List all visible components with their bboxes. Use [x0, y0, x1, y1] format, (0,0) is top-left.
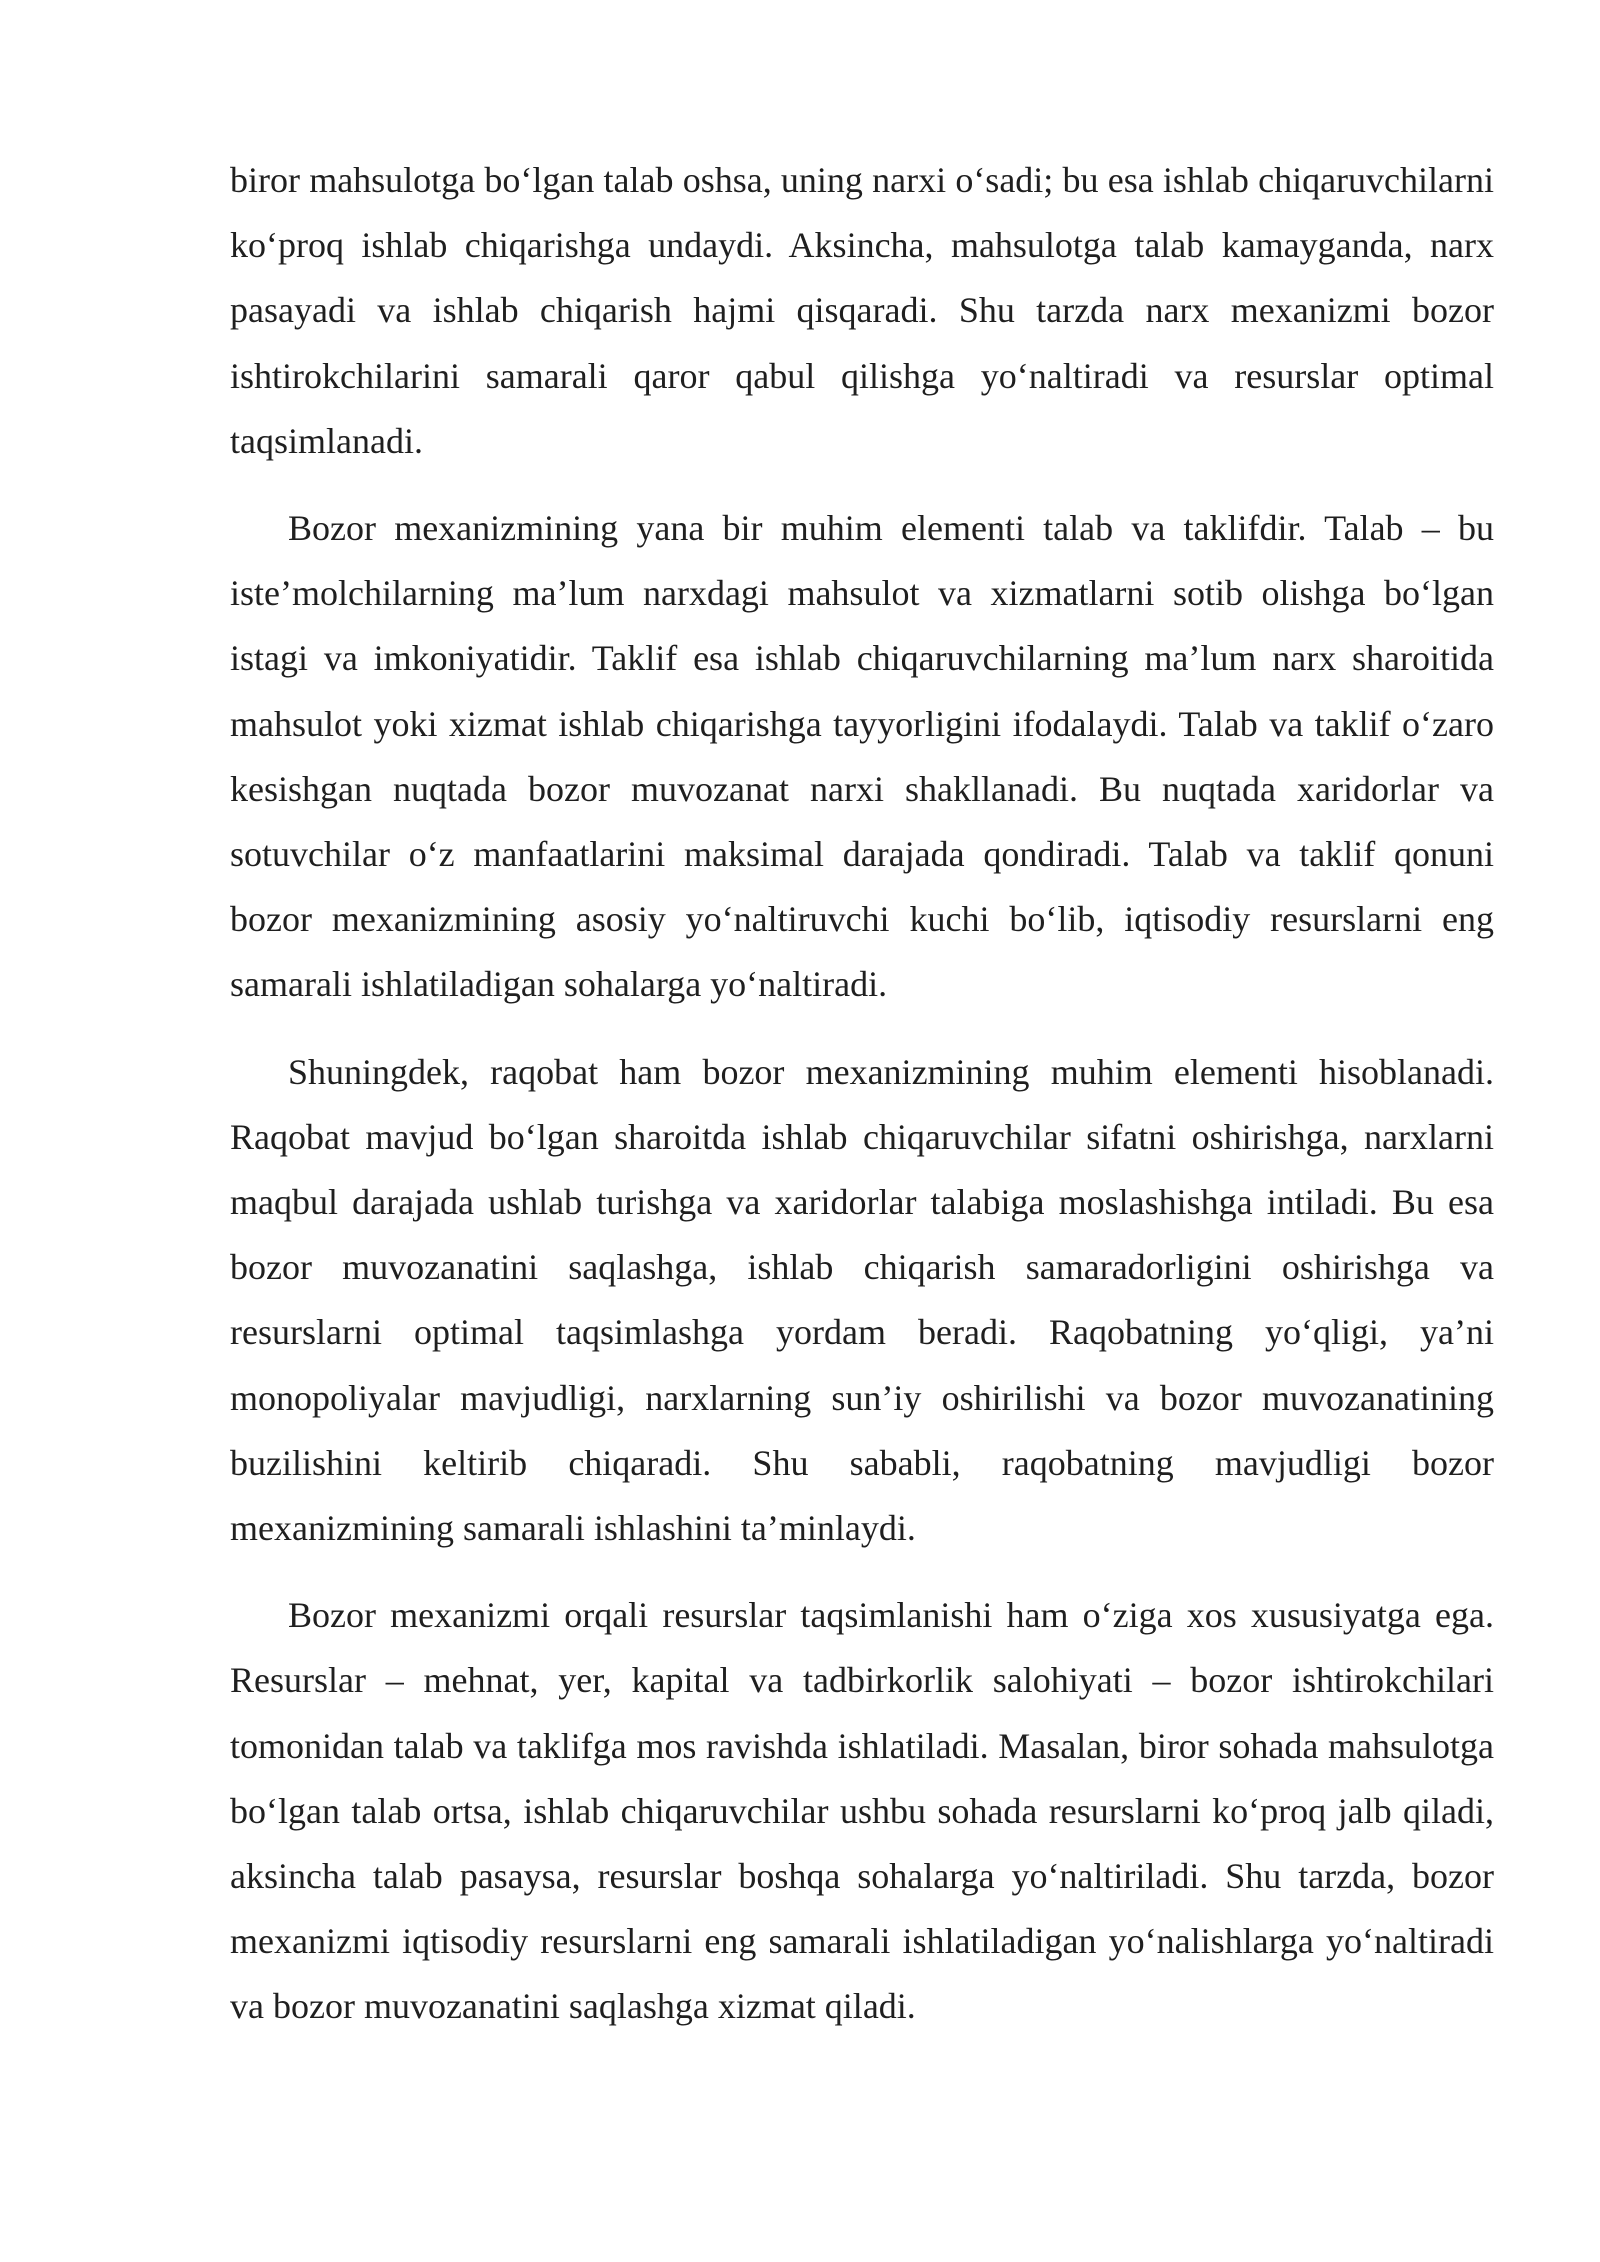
- paragraph-supply-demand: Bozor mexanizmining yana bir muhim elementi talab va taklifdir. Talab – bu iste’molchilarning ma’lum narxdagi mahsulot va xizmatlarni sotib olishga bo‘lgan istagi va imkoniyatidir. Taklif esa ishlab chiqaruvchilarning ma’lum narx sharoitida mahsulot yoki xizmat ishlab chiqarishga tayyorligini ifodalaydi. Talab va taklif o‘zaro kesishgan nuqtada bozor muvozanat narxi shakllanadi. Bu nuqtada xaridorlar va sotuvchilar o‘z manfaatlarini maksimal darajada qondiradi. Talab va taklif qonuni bozor mexanizmining asosiy yo‘naltiruvchi kuchi bo‘lib, iqtisodiy resurslarni eng samarali ishlatiladigan sohalarga yo‘naltiradi.: [230, 508, 1494, 1005]
- paragraph-price-mechanism: biror mahsulotga bo‘lgan talab oshsa, uning narxi o‘sadi; bu esa ishlab chiqaruvchilarni ko‘proq ishlab chiqarishga undaydi. Aksincha, mahsulotga talab kamayganda, narx pasayadi va ishlab chiqarish hajmi qisqaradi. Shu tarzda narx mexanizmi bozor ishtirokchilarini samarali qaror qabul qilishga yo‘naltiradi va resurslar optimal taqsimlanadi.: [230, 160, 1494, 461]
- paragraph-competition: Shuningdek, raqobat ham bozor mexanizmining muhim elementi hisoblanadi. Raqobat mavjud bo‘lgan sharoitda ishlab chiqaruvchilar sifatni oshirishga, narxlarni maqbul darajada ushlab turishga va xaridorlar talabiga moslashishga intiladi. Bu esa bozor muvozanatini saqlashga, ishlab chiqarish samaradorligini oshirishga va resurslarni optimal taqsimlashga yordam beradi. Raqobatning yo‘qligi, ya’ni monopoliyalar mavjudligi, narxlarning sun’iy oshirilishi va bozor muvozanatining buzilishini keltirib chiqaradi. Shu sababli, raqobatning mavjudligi bozor mexanizmining samarali ishlashini ta’minlaydi.: [230, 1051, 1494, 1549]
- paragraph-resource-allocation: Bozor mexanizmi orqali resurslar taqsimlanishi ham o‘ziga xos xususiyatga ega. Resurslar – mehnat, yer, kapital va tadbirkorlik salohiyati – bozor ishtirokchilari tomonidan talab va taklifga mos ravishda ishlatiladi. Masalan, biror sohada mahsulotga bo‘lgan talab ortsa, ishlab chiqaruvchilar ushbu sohada resurslarni ko‘proq jalb qiladi, aksincha talab pasaysa, resurslar boshqa sohalarga yo‘naltiriladi. Shu tarzda, bozor mexanizmi iqtisodiy resurslarni eng samarali ishlatiladigan yo‘nalishlarga yo‘naltiradi va bozor muvozanatini saqlashga xizmat qiladi.: [230, 1595, 1494, 2027]
- document-body: [230, 148, 1494, 2062]
